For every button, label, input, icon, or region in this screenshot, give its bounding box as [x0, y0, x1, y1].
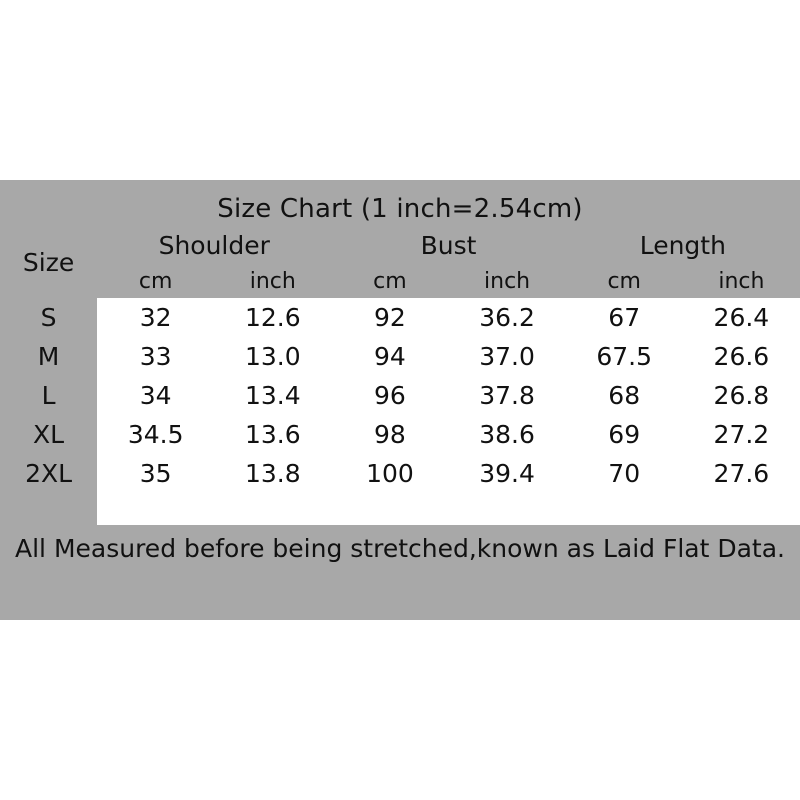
cell-shoulder-inch: 13.6 — [214, 415, 331, 454]
cell-shoulder-inch: 13.4 — [214, 376, 331, 415]
cell-bust-cm: 98 — [331, 415, 448, 454]
cell-length-cm: 68 — [566, 376, 683, 415]
cell-length-inch: 27.2 — [683, 415, 800, 454]
row-size: L — [41, 381, 56, 410]
unit-length-inch: inch — [718, 268, 765, 294]
cell-shoulder-cm: 34 — [97, 376, 214, 415]
row-size: M — [37, 342, 60, 371]
group-header-bust: Bust — [420, 230, 477, 260]
cell-bust-inch: 38.6 — [449, 415, 566, 454]
cell-shoulder-cm: 34.5 — [97, 415, 214, 454]
cell-length-cm: 67.5 — [566, 337, 683, 376]
chart-title: Size Chart (1 inch=2.54cm) — [217, 194, 583, 224]
size-header: Size — [22, 247, 75, 277]
cell-shoulder-inch: 12.6 — [214, 298, 331, 337]
cell-shoulder-cm: 35 — [97, 454, 214, 493]
cell-length-inch: 26.8 — [683, 376, 800, 415]
cell-length-cm: 69 — [566, 415, 683, 454]
size-chart-band — [0, 180, 800, 620]
cell-shoulder-cm: 33 — [97, 337, 214, 376]
size-chart — [0, 180, 800, 620]
row-size: S — [40, 303, 57, 332]
row-size: 2XL — [25, 459, 73, 488]
cell-shoulder-inch: 13.0 — [214, 337, 331, 376]
chart-footnote: All Measured before being stretched,known as Laid Flat Data. — [15, 534, 785, 563]
unit-length-cm: cm — [607, 268, 641, 294]
cell-shoulder-inch: 13.8 — [214, 454, 331, 493]
cell-length-cm: 67 — [566, 298, 683, 337]
cell-bust-inch: 37.8 — [449, 376, 566, 415]
cell-length-cm: 70 — [566, 454, 683, 493]
row-size: XL — [33, 420, 65, 449]
table-row — [0, 376, 800, 415]
panel-spacer-row — [0, 493, 800, 525]
group-header-shoulder: Shoulder — [158, 230, 270, 260]
unit-bust-inch: inch — [484, 268, 531, 294]
cell-shoulder-cm: 32 — [97, 298, 214, 337]
unit-shoulder-cm: cm — [138, 268, 173, 294]
table-row — [0, 298, 800, 337]
cell-bust-inch: 39.4 — [449, 454, 566, 493]
cell-bust-cm: 100 — [331, 454, 448, 493]
group-header-length: Length — [639, 230, 726, 260]
cell-length-inch: 27.6 — [683, 454, 800, 493]
cell-length-inch: 26.6 — [683, 337, 800, 376]
cell-bust-cm: 94 — [331, 337, 448, 376]
size-table — [0, 226, 800, 525]
table-row — [0, 337, 800, 376]
cell-bust-inch: 36.2 — [449, 298, 566, 337]
group-header-row — [0, 226, 800, 264]
table-row — [0, 454, 800, 493]
cell-bust-cm: 96 — [331, 376, 448, 415]
cell-length-inch: 26.4 — [683, 298, 800, 337]
table-row — [0, 415, 800, 454]
unit-shoulder-inch: inch — [249, 268, 296, 294]
unit-header-row — [0, 264, 800, 298]
cell-bust-cm: 92 — [331, 298, 448, 337]
unit-bust-cm: cm — [373, 268, 407, 294]
cell-bust-inch: 37.0 — [449, 337, 566, 376]
